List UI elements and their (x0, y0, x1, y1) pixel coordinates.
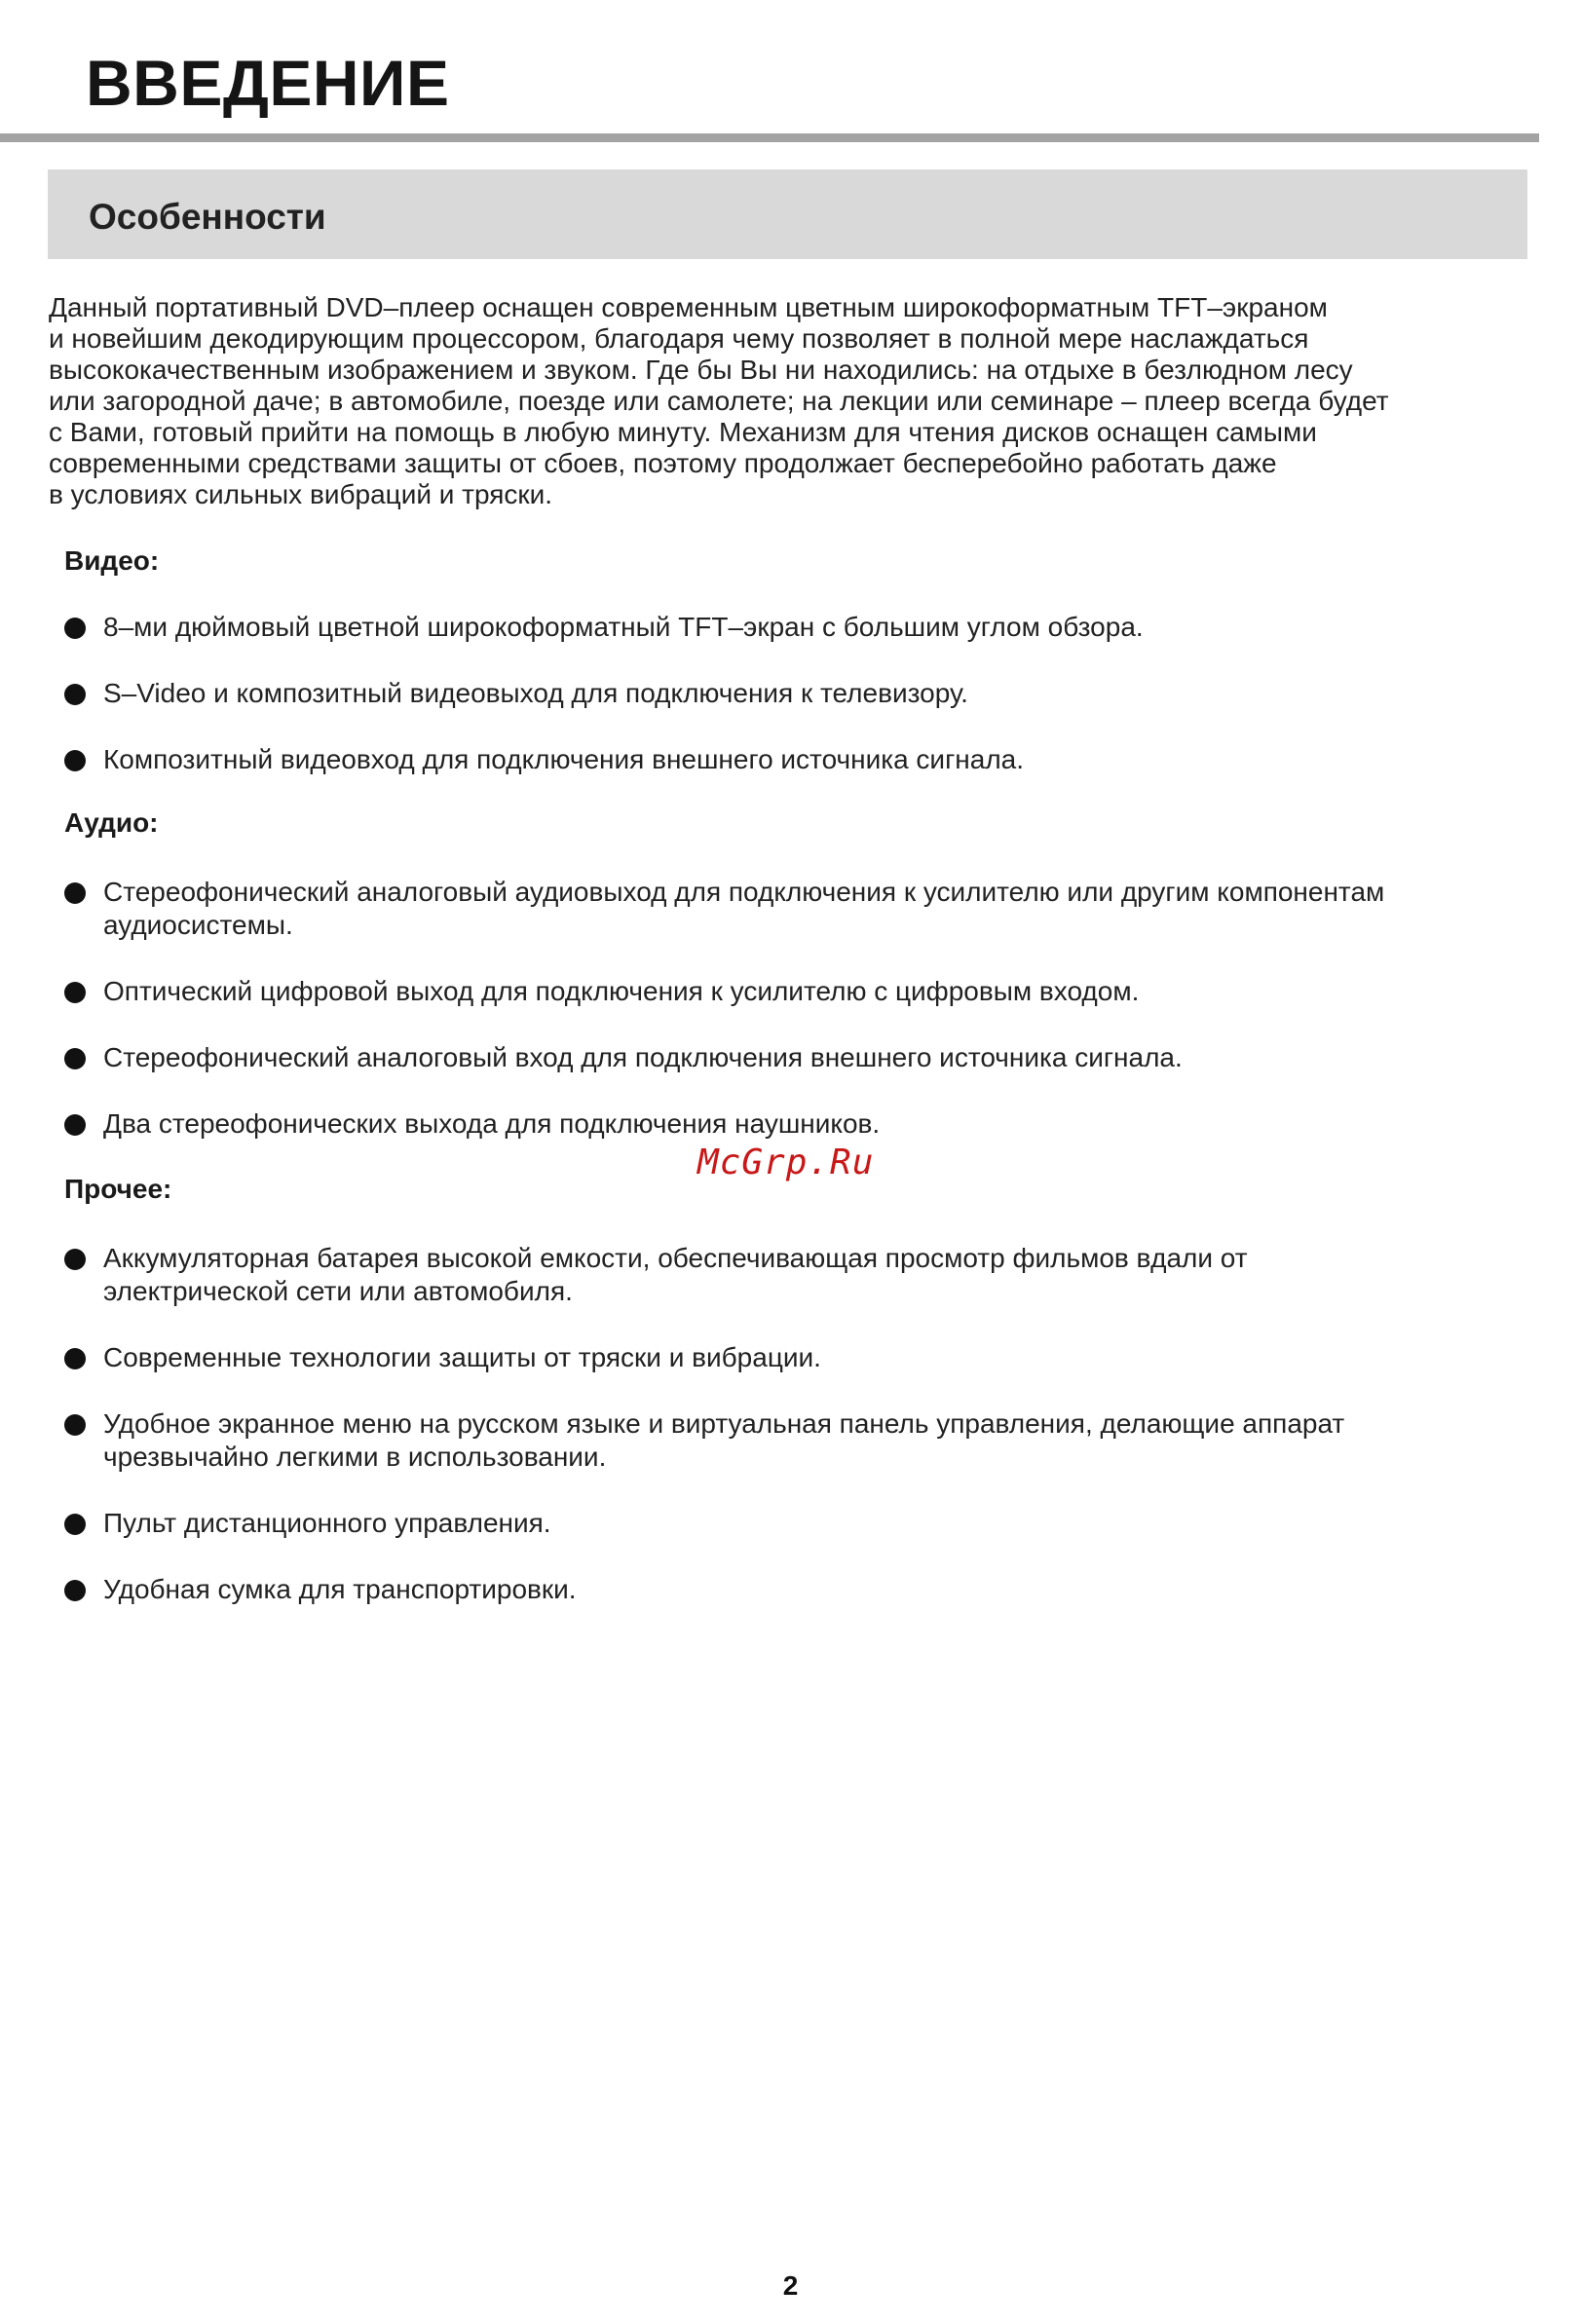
list-item-text: Композитный видеовход для подключения внешнего источника сигнала. (103, 744, 1025, 774)
section-title: Особенности (89, 197, 326, 237)
list-item-text: Пульт дистанционного управления. (103, 1508, 551, 1538)
page-title: ВВЕДЕНИЕ (86, 47, 450, 119)
intro-paragraph (49, 292, 1529, 510)
list-item (64, 743, 1525, 776)
list-item-text: Удобная сумка для транспортировки. (103, 1574, 577, 1604)
list-item-text: Удобное экранное меню на русском языке и виртуальная панель управления, делающие аппарат (103, 1408, 1345, 1439)
list-item (64, 1407, 1525, 1474)
list-item (64, 1507, 1525, 1540)
list-item-text: 8–ми дюймовый цветной широкоформатный TFT–экран с большим углом обзора. (103, 612, 1144, 642)
list-item-text: чрезвычайно легкими в использовании. (103, 1442, 607, 1472)
list-item-text: аудиосистемы. (103, 910, 293, 940)
intro-line: или загородной даче; в автомобиле, поезде или самолете; на лекции или семинаре – плеер всегда будет (49, 386, 1389, 416)
bullet-icon (64, 1048, 86, 1069)
intro-line: с Вами, готовый прийти на помощь в любую минуту. Механизм для чтения дисков оснащен самыми (49, 417, 1317, 447)
list-item (64, 1242, 1525, 1308)
list-item (64, 611, 1525, 644)
intro-line: в условиях сильных вибраций и тряски. (49, 479, 553, 509)
bullet-icon (64, 1414, 86, 1436)
bullet-icon (64, 882, 86, 904)
list-item-text: электрической сети или автомобиля. (103, 1276, 573, 1306)
list-item (64, 1573, 1525, 1606)
page-number: 2 (782, 2270, 799, 2301)
video-heading: Видео: (64, 545, 160, 576)
other-heading: Прочее: (64, 1174, 172, 1204)
bullet-icon (64, 1580, 86, 1601)
list-item-text: S–Video и композитный видеовыход для подключения к телевизору. (103, 678, 968, 708)
intro-line: современными средствами защиты от сбоев, поэтому продолжает бесперебойно работать даже (49, 448, 1277, 478)
bullet-icon (64, 618, 86, 639)
intro-line: Данный портативный DVD–плеер оснащен современным цветным широкоформатным TFT–экраном (49, 292, 1328, 322)
bullet-icon (64, 982, 86, 1003)
bullet-icon (64, 1249, 86, 1270)
intro-line: высококачественным изображением и звуком. Где бы Вы ни находились: на отдыхе в безлюдном лесу (49, 355, 1353, 385)
list-item (64, 1107, 1525, 1141)
list-item-text: Стереофонический аналоговый аудиовыход для подключения к усилителю или другим компонентам (103, 877, 1385, 907)
bullet-icon (64, 1114, 86, 1136)
watermark: McGrp.Ru (697, 1143, 875, 1182)
intro-line: и новейшим декодирующим процессором, благодаря чему позволяет в полной мере наслаждаться (49, 323, 1309, 354)
list-item-text: Современные технологии защиты от тряски и вибрации. (103, 1342, 821, 1372)
list-item-text: Оптический цифровой выход для подключения к усилителю с цифровым входом. (103, 976, 1140, 1006)
title-divider (0, 133, 1539, 142)
list-item (64, 876, 1525, 942)
list-item (64, 975, 1525, 1008)
list-item-text: Аккумуляторная батарея высокой емкости, обеспечивающая просмотр фильмов вдали от (103, 1243, 1248, 1273)
list-item (64, 1341, 1525, 1374)
section-header (48, 169, 1527, 259)
audio-heading: Аудио: (64, 807, 159, 838)
list-item (64, 677, 1525, 710)
bullet-icon (64, 1348, 86, 1369)
list-item-text: Стереофонический аналоговый вход для подключения внешнего источника сигнала. (103, 1042, 1183, 1072)
bullet-icon (64, 684, 86, 705)
list-item (64, 1041, 1525, 1074)
list-item-text: Два стереофонических выхода для подключения наушников. (103, 1108, 881, 1139)
bullet-icon (64, 750, 86, 771)
bullet-icon (64, 1514, 86, 1535)
